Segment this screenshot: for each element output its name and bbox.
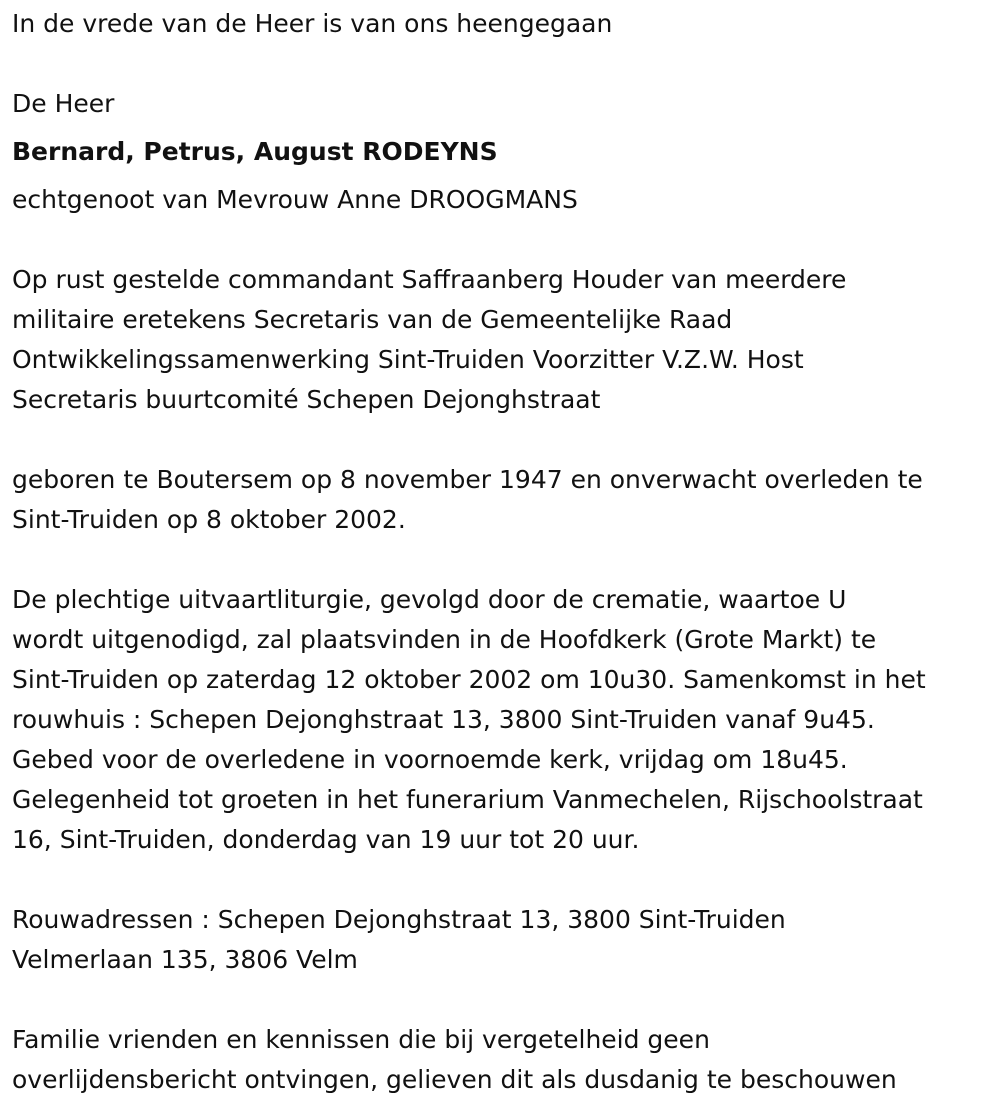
spacer: [12, 980, 988, 1020]
spacer: [12, 860, 988, 900]
spouse-line: echtgenoot van Mevrouw Anne DROOGMANS: [12, 185, 578, 214]
titles-line: Secretaris buurtcomité Schepen Dejonghstraat: [12, 385, 601, 414]
spacer: [12, 172, 988, 180]
address-line: Velmerlaan 135, 3806 Velm: [12, 945, 358, 974]
closing-paragraph: [12, 1020, 988, 1100]
intro-line: In de vrede van de Heer is van ons heengegaan: [12, 9, 613, 38]
titles-line: militaire eretekens Secretaris van de Gemeentelijke Raad: [12, 305, 733, 334]
funeral-line: wordt uitgenodigd, zal plaatsvinden in de Hoofdkerk (Grote Markt) te: [12, 625, 877, 654]
spacer: [12, 420, 988, 460]
funeral-line: rouwhuis : Schepen Dejonghstraat 13, 3800 Sint-Truiden vanaf 9u45.: [12, 705, 875, 734]
deceased-name: Bernard, Petrus, August RODEYNS: [12, 137, 498, 166]
address-paragraph: [12, 900, 988, 980]
closing-line: Familie vrienden en kennissen die bij vergetelheid geen: [12, 1025, 710, 1054]
titles-line: Op rust gestelde commandant Saffraanberg Houder van meerdere: [12, 265, 847, 294]
birth-death-line: Sint-Truiden op 8 oktober 2002.: [12, 505, 406, 534]
titles-paragraph: [12, 260, 988, 420]
birth-death-paragraph: [12, 460, 988, 540]
funeral-line: Gelegenheid tot groeten in het funerarium Vanmechelen, Rijschoolstraat: [12, 785, 923, 814]
birth-death-line: geboren te Boutersem op 8 november 1947 en onverwacht overleden te: [12, 465, 923, 494]
funeral-line: 16, Sint-Truiden, donderdag van 19 uur tot 20 uur.: [12, 825, 640, 854]
spacer: [12, 220, 988, 260]
funeral-paragraph: [12, 580, 988, 860]
spacer: [12, 540, 988, 580]
honorific: De Heer: [12, 89, 115, 118]
spacer: [12, 124, 988, 132]
funeral-line: De plechtige uitvaartliturgie, gevolgd door de crematie, waartoe U: [12, 585, 847, 614]
titles-line: Ontwikkelingssamenwerking Sint-Truiden Voorzitter V.Z.W. Host: [12, 345, 804, 374]
address-line: Rouwadressen : Schepen Dejonghstraat 13, 3800 Sint-Truiden: [12, 905, 786, 934]
funeral-line: Gebed voor de overledene in voornoemde kerk, vrijdag om 18u45.: [12, 745, 848, 774]
spacer: [12, 44, 988, 84]
funeral-line: Sint-Truiden op zaterdag 12 oktober 2002 om 10u30. Samenkomst in het: [12, 665, 926, 694]
closing-line: overlijdensbericht ontvingen, gelieven dit als dusdanig te beschouwen: [12, 1065, 897, 1094]
